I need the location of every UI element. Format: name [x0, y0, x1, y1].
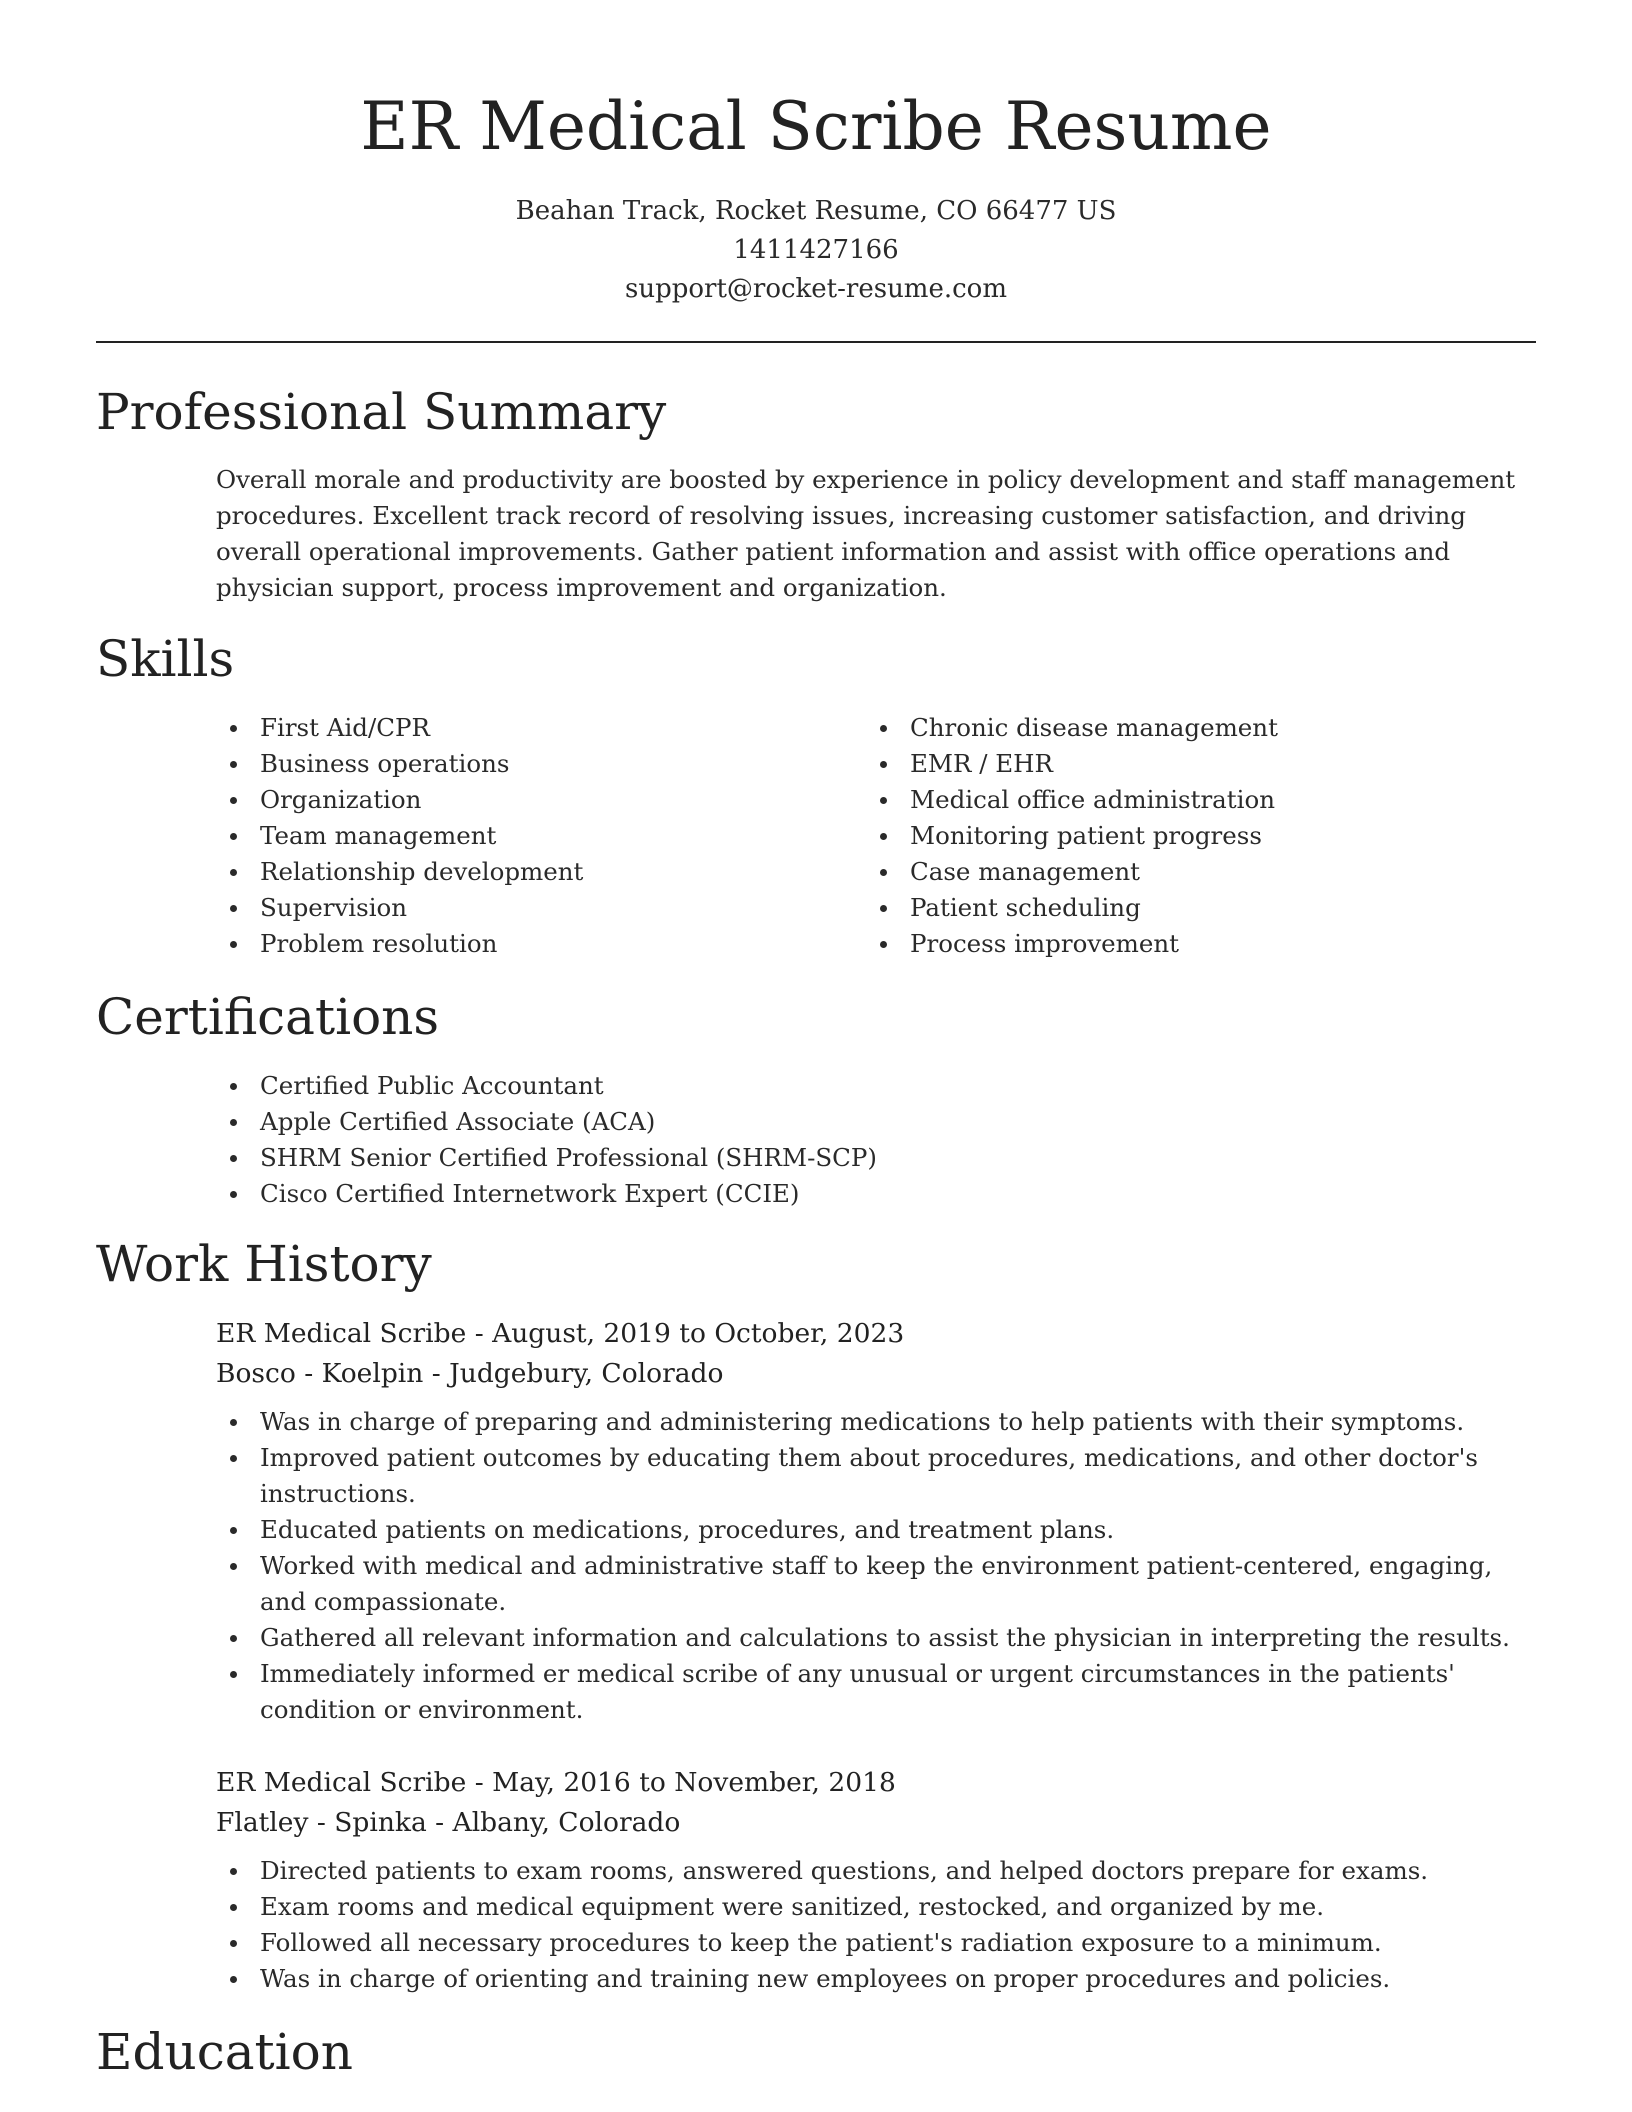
certification-item: Cisco Certified Internetwork Expert (CCIE)	[216, 1176, 1316, 1212]
job-duty-item: Was in charge of orienting and training new employees on proper procedures and policies.	[216, 1961, 1536, 1997]
header-divider	[96, 341, 1536, 343]
resume-title: ER Medical Scribe Resume	[360, 88, 1272, 165]
skills-list-left	[216, 710, 836, 962]
job-duties-list	[216, 1404, 1536, 1728]
certification-item: Certified Public Accountant	[216, 1068, 1316, 1104]
job-title-line: ER Medical Scribe - May, 2016 to November, 2018	[216, 1767, 896, 1798]
skills-list-right	[866, 710, 1486, 962]
skill-item: EMR / EHR	[866, 746, 1486, 782]
certifications-list	[216, 1068, 1316, 1212]
job-company-line: Flatley - Spinka - Albany, Colorado	[216, 1807, 681, 1838]
skill-item: Chronic disease management	[866, 710, 1486, 746]
skill-item: Patient scheduling	[866, 890, 1486, 926]
skill-item: Supervision	[216, 890, 836, 926]
skill-item: Relationship development	[216, 854, 836, 890]
skill-item: Organization	[216, 782, 836, 818]
certification-item: SHRM Senior Certified Professional (SHRM-SCP)	[216, 1140, 1316, 1176]
job-duty-item: Exam rooms and medical equipment were sanitized, restocked, and organized by me.	[216, 1889, 1536, 1925]
contact-block	[0, 192, 1632, 309]
job-title-line: ER Medical Scribe - August, 2019 to October, 2023	[216, 1318, 905, 1349]
job-duty-item: Educated patients on medications, procedures, and treatment plans.	[216, 1512, 1536, 1548]
skill-item: Process improvement	[866, 926, 1486, 962]
skill-item: Business operations	[216, 746, 836, 782]
work-history-heading: Work History	[96, 1235, 432, 1293]
summary-heading: Professional Summary	[96, 383, 667, 441]
skill-item: Medical office administration	[866, 782, 1486, 818]
job-duty-item: Improved patient outcomes by educating them about procedures, medications, and other doctor's instructions.	[216, 1440, 1536, 1512]
job-duty-item: Immediately informed er medical scribe of any unusual or urgent circumstances in the patients' condition or environment.	[216, 1656, 1536, 1728]
job-company-line: Bosco - Koelpin - Judgebury, Colorado	[216, 1358, 724, 1389]
skills-heading: Skills	[96, 630, 235, 688]
certifications-heading: Certifications	[96, 988, 440, 1046]
certification-item: Apple Certified Associate (ACA)	[216, 1104, 1316, 1140]
job-entry	[216, 1314, 1536, 1728]
job-duty-item: Directed patients to exam rooms, answered questions, and helped doctors prepare for exams.	[216, 1853, 1536, 1889]
job-duty-item: Gathered all relevant information and calculations to assist the physician in interpreting the results.	[216, 1620, 1536, 1656]
contact-address: Beahan Track, Rocket Resume, CO 66477 US	[515, 196, 1117, 226]
education-heading: Education	[96, 2023, 353, 2081]
skill-item: Team management	[216, 818, 836, 854]
skill-item: Case management	[866, 854, 1486, 890]
skill-item: First Aid/CPR	[216, 710, 836, 746]
skill-item: Problem resolution	[216, 926, 836, 962]
contact-phone: 1411427166	[733, 235, 899, 265]
job-duty-item: Was in charge of preparing and administering medications to help patients with their symptoms.	[216, 1404, 1536, 1440]
job-duty-item: Followed all necessary procedures to keep the patient's radiation exposure to a minimum.	[216, 1925, 1536, 1961]
job-entry	[216, 1763, 1536, 1997]
summary-text: Overall morale and productivity are boosted by experience in policy development and staff management procedures. Excellent track record of resolving issues, increasing customer satisfaction, and driving overall operational improvements. Gather patient information and assist with office operations and physician support, process improvement and organization.	[216, 465, 1516, 602]
job-duty-item: Worked with medical and administrative staff to keep the environment patient-centered, engaging, and compassionate.	[216, 1548, 1536, 1620]
skill-item: Monitoring patient progress	[866, 818, 1486, 854]
job-duties-list	[216, 1853, 1536, 1997]
contact-email: support@rocket-resume.com	[624, 274, 1007, 304]
